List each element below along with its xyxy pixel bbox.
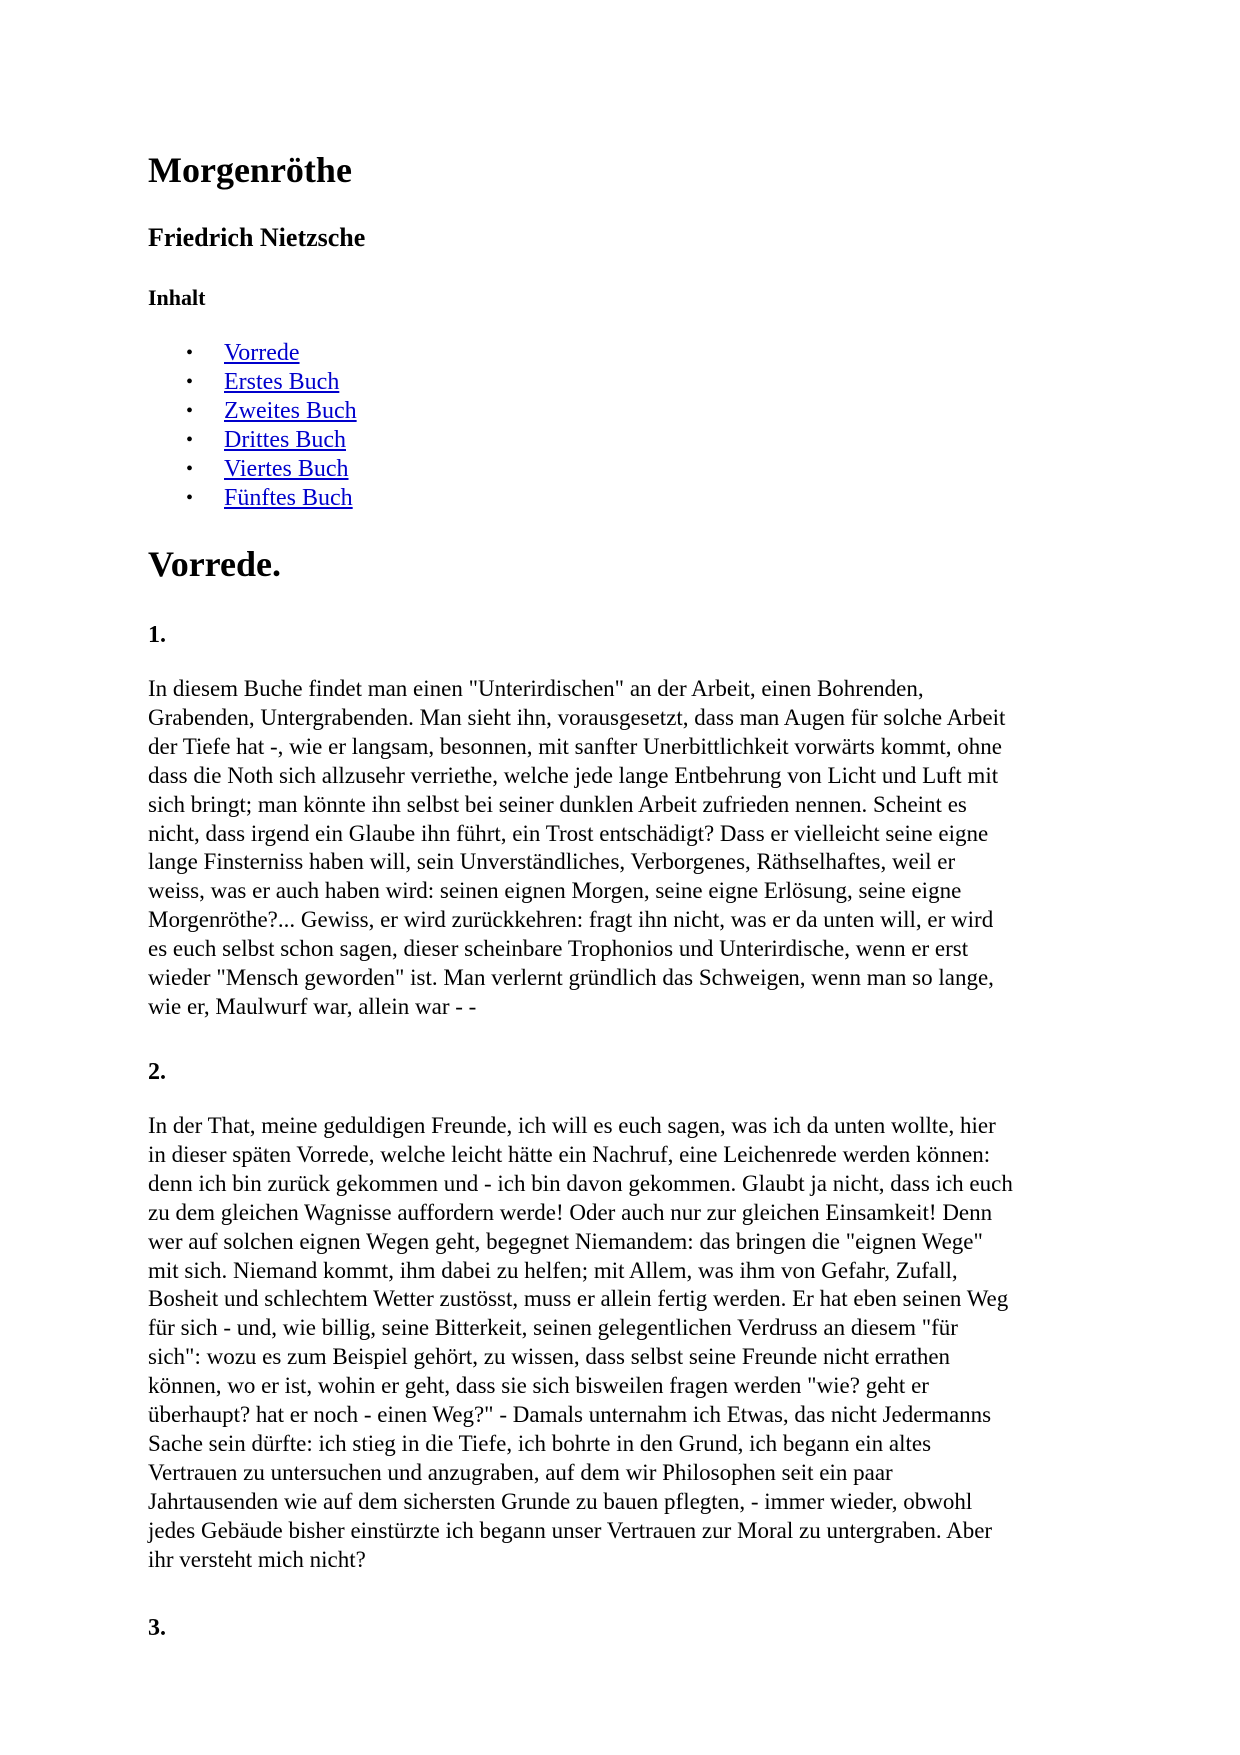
text-line: lange Finsterniss haben will, sein Unverständliches, Verborgenes, Räthselhaftes, weil er	[148, 849, 956, 875]
toc-heading: Inhalt	[148, 285, 206, 310]
toc-link-drittes-buch[interactable]: Drittes Buch	[224, 427, 346, 453]
document-author: Friedrich Nietzsche	[148, 223, 366, 252]
text-line: ihr versteht mich nicht?	[148, 1546, 366, 1572]
text-line: können, wo er ist, wohin er geht, dass sie sich bisweilen fragen werden "wie? geht er	[148, 1373, 929, 1399]
toc-link-zweites-buch[interactable]: Zweites Buch	[224, 398, 357, 424]
toc-link-erstes-buch[interactable]: Erstes Buch	[224, 369, 340, 395]
section-number: 3.	[148, 1615, 166, 1641]
text-line: wie er, Maulwurf war, allein war - -	[148, 993, 477, 1019]
text-line: Morgenröthe?... Gewiss, er wird zurückkehren: fragt ihn nicht, was er da unten will, er wird	[148, 907, 994, 933]
toc-item-fuenftes-buch	[148, 484, 357, 513]
bullet-icon: •	[186, 400, 194, 422]
toc-link-fuenftes-buch[interactable]: Fünftes Buch	[224, 485, 353, 511]
text-line: der Tiefe hat -, wie er langsam, besonnen, mit sanfter Unerbittlichkeit vorwärts kommt, ohne	[148, 733, 1002, 759]
text-line: überhaupt? hat er noch - einen Weg?" - Damals unternahm ich Etwas, das nicht Jedermanns	[148, 1402, 992, 1428]
text-line: wieder "Mensch geworden" ist. Man verlernt gründlich das Schweigen, wenn man so lange,	[148, 965, 994, 991]
text-line: In der That, meine geduldigen Freunde, ich will es euch sagen, was ich da unten wollte, hier	[148, 1113, 996, 1138]
text-line: jedes Gebäude bisher einstürzte ich begann unser Vertrauen zur Moral zu untergraben. Aber	[148, 1517, 993, 1543]
paragraph	[148, 1112, 1108, 1575]
section-number: 2.	[148, 1059, 166, 1085]
text-line: sich bringt; man könnte ihn selbst bei seiner dunklen Arbeit zufrieden nennen. Scheint es	[148, 791, 967, 817]
text-line: mit sich. Niemand kommt, ihm dabei zu helfen; mit Allem, was ihm von Gefahr, Zufall,	[148, 1257, 958, 1283]
text-line: Vertrauen zu untersuchen und anzugraben, auf dem wir Philosophen seit ein paar	[148, 1459, 893, 1485]
text-line: dass die Noth sich allzusehr verriethe, welche jede lange Entbehrung von Licht und Luft mit	[148, 762, 999, 788]
text-line: sich": wozu es zum Beispiel gehört, zu wissen, dass selbst seine Freunde nicht errathen	[148, 1344, 951, 1370]
text-line: es euch selbst schon sagen, dieser scheinbare Trophonios und Unterirdische, wenn er erst	[148, 936, 969, 962]
toc-item-vorrede	[148, 339, 357, 368]
bullet-icon: •	[186, 371, 194, 393]
bullet-icon: •	[186, 458, 194, 480]
text-line: für sich - und, wie billig, seine Bitterkeit, seinen gelegentlichen Verdruss an diesem "für	[148, 1315, 958, 1341]
text-line: Sache sein dürfte: ich stieg in die Tiefe, ich bohrte in den Grund, ich begann ein altes	[148, 1430, 932, 1456]
toc-item-drittes-buch	[148, 426, 357, 455]
text-line: in dieser späten Vorrede, welche leicht hätte ein Nachruf, eine Leichenrede werden können:	[148, 1141, 991, 1167]
toc-link-vorrede[interactable]: Vorrede	[224, 340, 300, 366]
toc-link-viertes-buch[interactable]: Viertes Buch	[224, 456, 349, 482]
text-line: Grabenden, Untergrabenden. Man sieht ihn, vorausgesetzt, dass man Augen für solche Arbeit	[148, 704, 1006, 730]
bullet-icon: •	[186, 487, 194, 509]
table-of-contents	[148, 339, 357, 513]
text-line: Bosheit und schlechtem Wetter zustösst, muss er allein fertig werden. Er hat eben seinen Weg	[148, 1286, 1009, 1312]
section-number: 1.	[148, 622, 166, 648]
text-line: wer auf solchen eignen Wegen geht, begegnet Niemandem: das bringen die "eignen Wege"	[148, 1228, 983, 1254]
text-line: In diesem Buche findet man einen "Unterirdischen" an der Arbeit, einen Bohrenden,	[148, 676, 924, 701]
bullet-icon: •	[186, 342, 194, 364]
text-line: weiss, was er auch haben wird: seinen eignen Morgen, seine eigne Erlösung, seine eigne	[148, 878, 962, 904]
text-line: zu dem gleichen Wagnisse auffordern werde! Oder auch nur zur gleichen Einsamkeit! Denn	[148, 1199, 993, 1225]
toc-item-erstes-buch	[148, 368, 357, 397]
toc-item-zweites-buch	[148, 397, 357, 426]
paragraph	[148, 675, 1108, 1022]
text-line: nicht, dass irgend ein Glaube ihn führt, ein Trost entschädigt? Dass er vielleicht seine eigne	[148, 820, 989, 846]
bullet-icon: •	[186, 429, 194, 451]
text-line: denn ich bin zurück gekommen und - ich bin davon gekommen. Glaubt ja nicht, dass ich euch	[148, 1170, 1013, 1196]
section-title-vorrede: Vorrede.	[148, 544, 281, 584]
toc-item-viertes-buch	[148, 455, 357, 484]
text-line: Jahrtausenden wie auf dem sichersten Grunde zu bauen pflegten, - immer wieder, obwohl	[148, 1488, 973, 1514]
document-title: Morgenröthe	[148, 150, 352, 190]
